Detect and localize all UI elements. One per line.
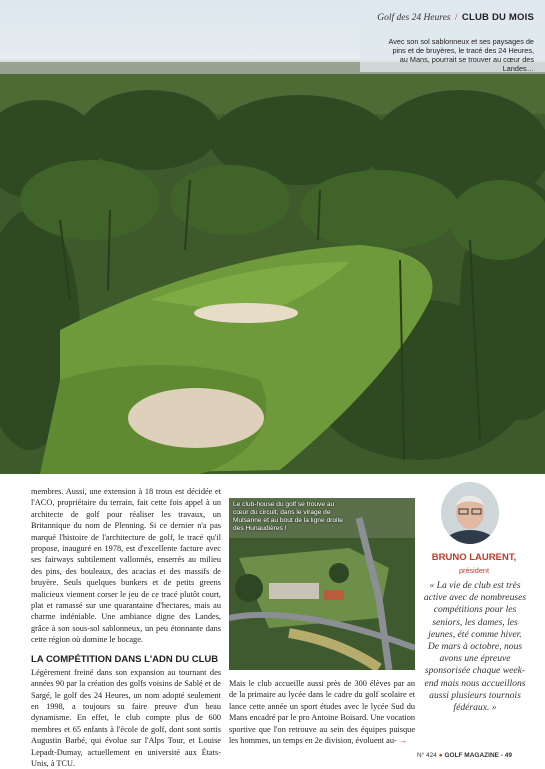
hero-caption: Avec son sol sablonneux et ses paysages de pins et de bruyères, le tracé des 24 Heures, au Mans, pourrait se trouver au cœur des Landes…: [388, 37, 534, 73]
article-column-1: [31, 486, 221, 769]
section-title: Golf des 24 Heures: [377, 13, 451, 23]
column-title: CLUB DU MOIS: [461, 12, 534, 23]
pull-quote: « La vie de club est très active avec de nombreuses compétitions pour les seniors, les dames, les jeunes, été comme hiver. De mars à octobre, nous avons une épreuve sponsorisée chaque week-end mais nous accueillons aussi plusieurs tournois fédéraux. »: [423, 580, 527, 714]
article-column-2: [229, 678, 415, 746]
continue-arrow-icon: →: [398, 736, 408, 746]
bullet-icon: ●: [438, 752, 443, 759]
page-footer: [417, 752, 512, 759]
author-name: BRUNO LAURENT,: [431, 552, 517, 563]
magazine-name: GOLF MAGAZINE: [444, 752, 499, 759]
inset-photo: [229, 498, 415, 670]
page-number: - 49: [500, 752, 512, 759]
article-paragraph: Mais le club accueille aussi près de 300 élèves par an de la primaire au lycée dans le cadre du golf scolaire et lance cette année un sport études avec le lycée Sud du Mans encadré par le pro Antoine Boisard. Une vocation sportive que l'on retrouve au sein des équipes puisque les hommes, un temps en 2e division, évoluent au-: [229, 679, 415, 746]
inset-caption: Le club-house du golf se trouve au cœur du circuit, dans le virage de Mulsanne et au bout de la ligne droite des Hunaudières !: [233, 501, 343, 532]
section-separator: /: [454, 13, 458, 23]
section-heading: LA COMPÉTITION DANS L'ADN DU CLUB: [31, 653, 219, 665]
running-head: [377, 12, 534, 23]
author-portrait: [441, 482, 499, 544]
article-paragraph: membres. Aussi, une extension à 18 trous est décidée et l'ACO, propriétaire du terrain, fait cette fois appel à un architecte de golf pour réaliser les travaux, un Britannique du nom de Plenning. Si ce dernier n'a pas marqué l'histoire de l'architecture de golf, le tracé qu'il propose, inauguré en 1978, est d'excellente facture avec ses fairways subtilement vallonnés, enserrés au milieu des pins, des bouleaux, des acacias et des massifs de bruyère. Seuls quelques bunkers et de petits greens malicieux viennent corser le jeu de ce tracé plutôt court, plat et ramassé sur une quarantaine d'hectares, mais au charme indéniable. Une ambiance digne des Landes, grâce à son sous-sol sablonneux, un peu étonnante dans cette région où domine le bocage.: [31, 487, 221, 645]
issue-number: N° 424: [416, 752, 437, 759]
person-portrait-illustration: [441, 482, 499, 544]
author-role: président: [458, 566, 490, 575]
article-paragraph: Légèrement freiné dans son expansion au tournant des années 90 par la création des golfs voisins de Sablé et de Sargé, le golf des 24 Heures, un nom adopté seulement en 1998, a toujours su faire preuve d'un beau dynamisme. En effet, le club compte plus de 600 membres et 65 enfants à l'école de golf, dont sont sortis Augustin Barbé, qui évolue sur l'Alps Tour, et Louise Lepadt-Dumay, actuellement en université aux États-Unis, à TCU.: [31, 667, 221, 768]
